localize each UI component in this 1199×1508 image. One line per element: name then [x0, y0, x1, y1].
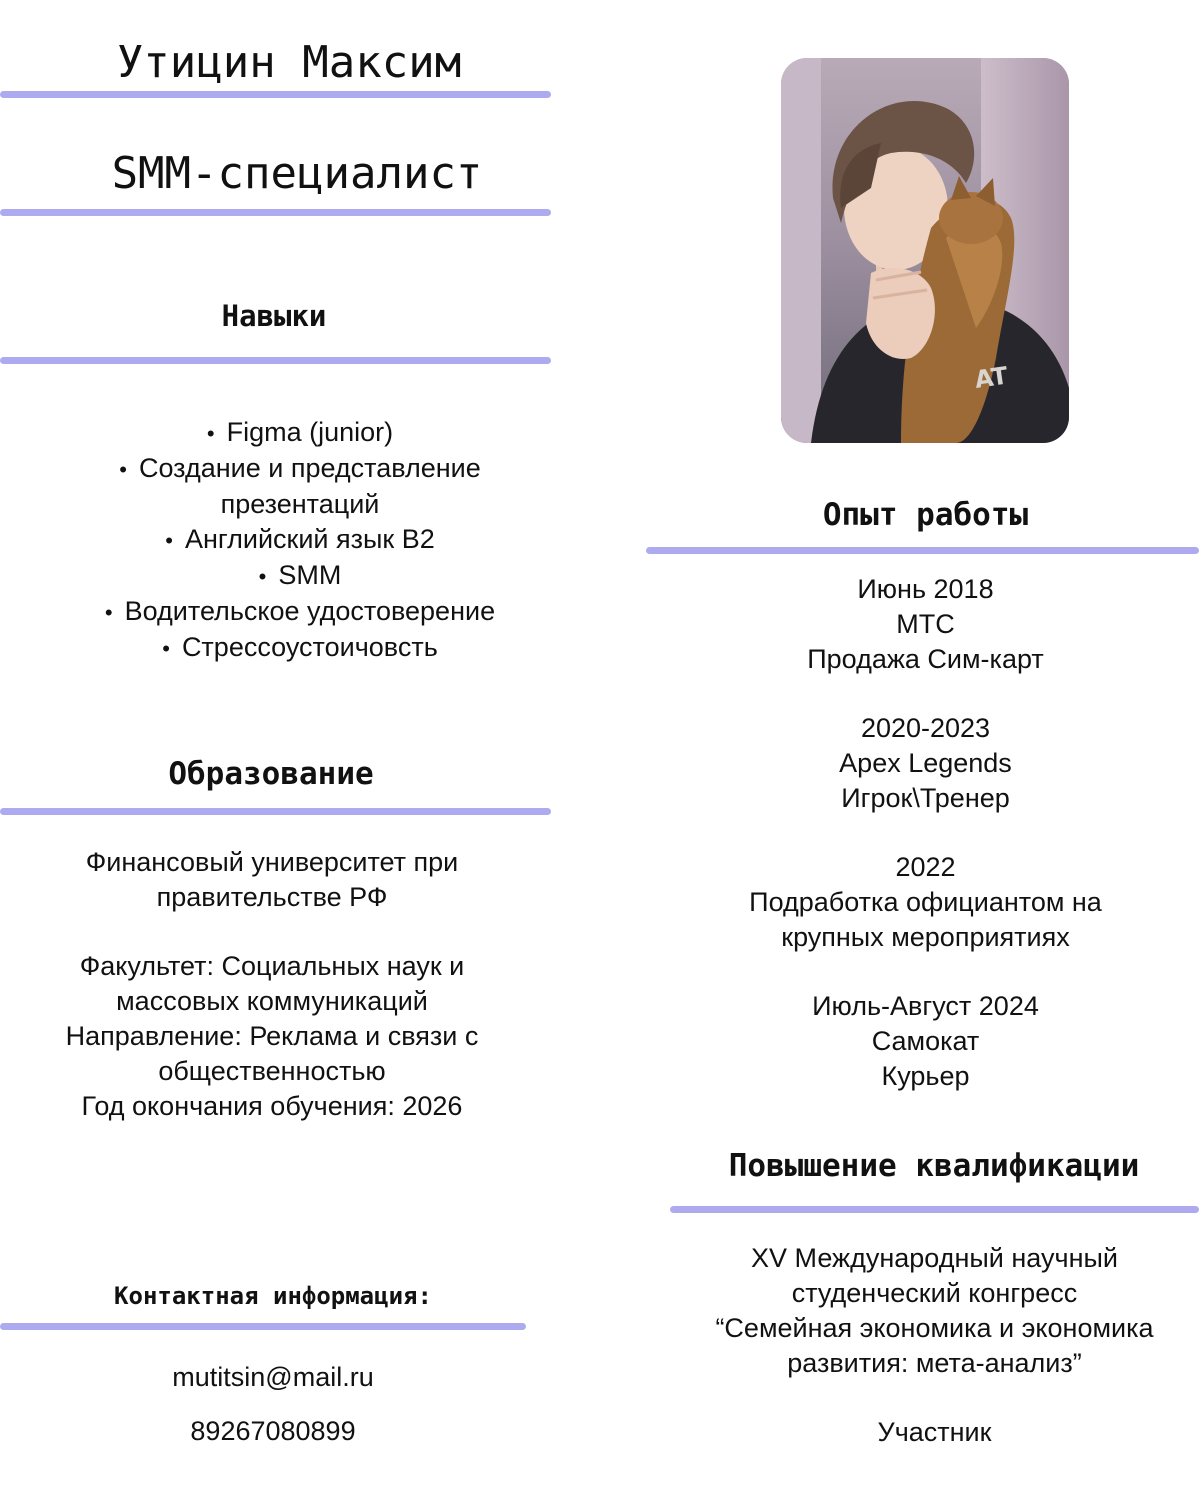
skill-item [0, 630, 600, 666]
resume-title: SMM-специалист [111, 148, 483, 199]
skill-item [0, 451, 600, 487]
direction-line: общественностью [158, 1056, 386, 1086]
experience-list [652, 572, 1199, 1094]
skill-label: Стрессоустоичовсть [181, 632, 438, 662]
bullet-icon: • [258, 564, 267, 589]
profile-photo [781, 58, 1069, 443]
university-line: Финансовый университет при [85, 847, 459, 877]
education-heading: Образование [168, 756, 374, 792]
skill-label: Английский язык B2 [184, 524, 435, 554]
job-company: Подработка официантом на [749, 887, 1102, 917]
accent-divider [0, 808, 551, 815]
job-period: Июль-Август 2024 [812, 991, 1039, 1021]
job-role: Игрок\Тренер [841, 783, 1010, 813]
job-period: Июнь 2018 [857, 574, 994, 604]
skill-item [0, 415, 600, 451]
skill-item [0, 522, 600, 558]
job-period: 2020-2023 [860, 713, 991, 743]
qualification-heading: Повышение квалификации [728, 1148, 1140, 1184]
qualification-status: Участник [877, 1417, 992, 1447]
person-with-cat-photo-icon [781, 58, 1069, 443]
job-role: Продажа Сим-карт [807, 644, 1044, 674]
qualification-line: развития: мета-анализ” [787, 1348, 1082, 1378]
accent-divider [0, 91, 551, 98]
bullet-icon: • [206, 421, 215, 446]
job-role: Курьер [881, 1061, 970, 1091]
faculty-line: массовых коммуникаций [116, 986, 428, 1016]
bullet-icon: • [119, 457, 127, 482]
job-role: крупных мероприятиях [781, 922, 1070, 952]
direction-line: Направление: Реклама и связи с [65, 1021, 479, 1051]
bullet-icon: • [104, 600, 113, 625]
skill-item [0, 594, 600, 630]
job-company: Самокат [871, 1026, 980, 1056]
accent-divider [0, 1323, 526, 1330]
contact-phone[interactable]: 89267080899 [190, 1416, 356, 1446]
accent-divider [670, 1206, 1199, 1213]
svg-text:AT: AT [972, 361, 1010, 394]
skill-label: Водительское удостоверение [124, 596, 496, 626]
qualification-line: XV Международный научный [751, 1243, 1118, 1273]
skill-item [0, 558, 600, 594]
skill-label: Создание и представление [138, 453, 481, 483]
qualification-line: “Семейная экономика и экономика [715, 1313, 1154, 1343]
university-line: правительстве РФ [156, 882, 388, 912]
experience-heading: Опыт работы [822, 497, 1029, 533]
bullet-icon: • [162, 636, 170, 661]
job-company: Apex Legends [839, 748, 1012, 778]
skills-heading: Навыки [221, 299, 327, 333]
skills-list [0, 415, 600, 666]
accent-divider [0, 209, 551, 216]
skill-label: Figma (junior) [226, 417, 394, 447]
skill-item-continuation [0, 487, 600, 522]
resume-name: Утицин Максим [116, 37, 462, 88]
accent-divider [646, 547, 1199, 554]
graduation-year: Год окончания обучения: 2026 [81, 1091, 463, 1121]
skill-label: презентаций [220, 489, 380, 519]
skill-label: SMM [278, 560, 342, 590]
contacts-heading: Контактная информация: [114, 1282, 432, 1310]
qualification-line: студенческий конгресс [791, 1278, 1078, 1308]
job-period: 2022 [895, 852, 956, 882]
accent-divider [0, 357, 551, 364]
contact-email[interactable]: mutitsin@mail.ru [172, 1362, 374, 1392]
education-details [0, 845, 544, 1124]
job-company: МТС [896, 609, 955, 639]
qualification-details [670, 1241, 1199, 1450]
faculty-line: Факультет: Социальных наук и [79, 951, 465, 981]
bullet-icon: • [165, 528, 173, 553]
